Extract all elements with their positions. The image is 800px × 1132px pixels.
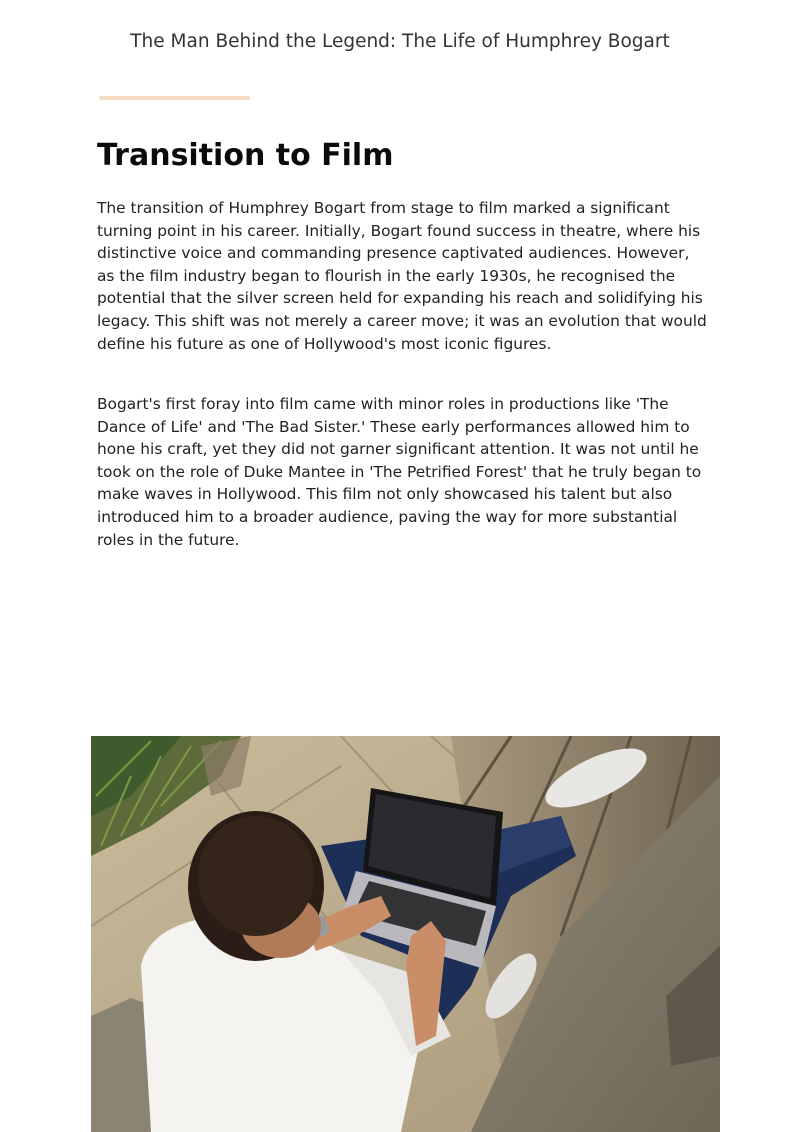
accent-rule bbox=[99, 96, 250, 100]
body-paragraph-1: The transition of Humphrey Bogart from stage to film marked a significant turning point in his career. Initially, Bogart found success in theatre, where his distinctive voice and commanding presence captivated audiences. However, as the film industry began to flourish in the early 1930s, he recognised the potential that the silver screen held for expanding his reach and solidifying his legacy. This shift was not merely a career move; it was an evolution that would define his future as one of Hollywood's most iconic figures. bbox=[97, 199, 707, 353]
running-title: The Man Behind the Legend: The Life of Humphrey Bogart bbox=[130, 31, 670, 52]
body-paragraph-2: Bogart's first foray into film came with minor roles in productions like 'The Dance of Life' and 'The Bad Sister.' These early performances allowed him to hone his craft, yet they did not garner significant attention. It was not until he took on the role of Duke Mantee in 'The Petrified Forest' that he truly began to make waves in Hollywood. This film not only showcased his talent but also introduced him to a broader audience, paving the way for more substantial roles in the future. bbox=[97, 395, 702, 549]
photo-man-with-laptop bbox=[91, 736, 720, 1132]
section-heading: Transition to Film bbox=[97, 138, 394, 173]
